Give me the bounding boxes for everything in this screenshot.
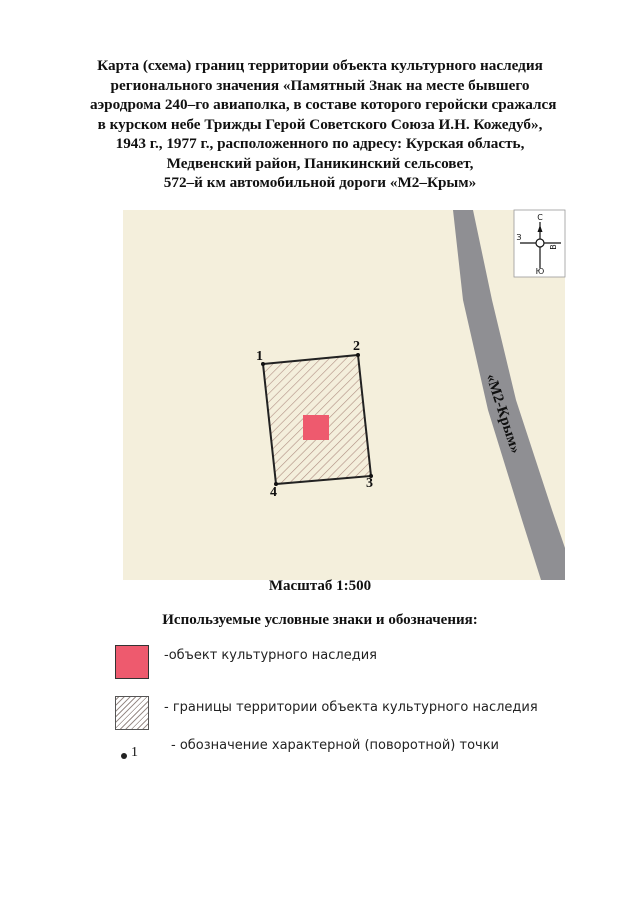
- legend-boundary-symbol: [115, 696, 149, 730]
- compass-south: Ю: [535, 267, 545, 276]
- turning-point-label: 1: [256, 349, 263, 364]
- legend-point-number: 1: [131, 745, 138, 760]
- compass-north: С: [537, 213, 543, 222]
- compass-rose: [514, 210, 565, 277]
- title-line: Медвенский район, Паникинский сельсовет,: [166, 154, 474, 172]
- heritage-object: [303, 415, 329, 440]
- turning-point-label: 4: [270, 485, 277, 500]
- turning-point-label: 2: [353, 339, 360, 354]
- legend-title: Используемые условные знаки и обозначения:: [162, 612, 478, 628]
- title-line: регионального значения «Памятный Знак на месте бывшего: [110, 76, 530, 94]
- compass-west: З: [516, 233, 522, 242]
- legend-heritage-label: -объект культурного наследия: [164, 648, 377, 663]
- compass-east: В: [549, 244, 558, 250]
- turning-point-label: 3: [366, 476, 373, 491]
- road-label: «М2-Крым»: [482, 371, 524, 456]
- legend-heritage-symbol: [115, 645, 149, 679]
- map-scale: Масштаб 1:500: [268, 578, 372, 594]
- title-line: в курском небе Трижды Герой Советского Союза И.Н. Кожедуб»,: [97, 115, 543, 133]
- title-line: 572–й км автомобильной дороги «М2–Крым»: [163, 174, 477, 191]
- legend-point-symbol: [121, 753, 127, 759]
- legend-point-label: - обозначение характерной (поворотной) точки: [171, 738, 500, 753]
- legend-boundary-label: - границы территории объекта культурного наследия: [164, 700, 538, 715]
- title-line: Карта (схема) границ территории объекта культурного наследия: [97, 57, 543, 74]
- title-line: 1943 г., 1977 г., расположенного по адресу: Курская область,: [115, 135, 525, 152]
- title-line: аэродрома 240–го авиаполка, в составе которого геройски сражался: [90, 96, 557, 113]
